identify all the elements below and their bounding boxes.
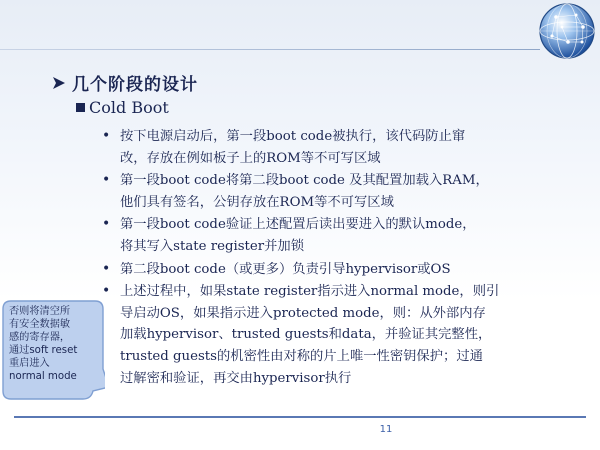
slide-subtitle: Cold Boot — [89, 98, 169, 117]
callout-line: 感的寄存器， — [9, 332, 71, 343]
header-divider — [0, 49, 540, 50]
bullet-line: 第一段boot code验证上述配置后读出要进入的默认mode， — [120, 217, 476, 233]
bullet-item — [100, 126, 556, 169]
callout-line: normal mode — [9, 371, 77, 382]
subtitle-row — [76, 98, 169, 117]
bullet-line: 改，存放在例如板子上的ROM等不可写区域 — [120, 150, 381, 166]
round-bullet-icon: • — [102, 216, 111, 233]
callout-line: 有安全数据敏 — [9, 319, 71, 330]
slide-title: 几个阶段的设计 — [72, 75, 198, 95]
callout-line: 通过soft reset — [9, 345, 78, 356]
arrow-bullet-icon — [52, 76, 66, 90]
bullet-item — [100, 259, 556, 281]
bullet-line: 加载hypervisor、trusted guests和data，并验证其完整性， — [120, 327, 492, 343]
page-number: 11 — [379, 424, 393, 435]
bullet-line: 第二段boot code（或更多）负责引导hypervisor或OS — [120, 261, 451, 277]
title-row — [52, 70, 198, 95]
callout-line: 否则将清空所 — [9, 306, 71, 317]
bullet-item — [100, 170, 556, 213]
network-globe-icon — [538, 2, 596, 60]
bullet-list — [100, 126, 556, 389]
round-bullet-icon: • — [102, 172, 111, 189]
bullet-line: 将其写入state register并加锁 — [120, 238, 304, 254]
callout-text — [9, 305, 101, 383]
callout-line: 重启进入 — [9, 358, 50, 369]
round-bullet-icon: • — [102, 260, 111, 277]
callout-note — [1, 299, 105, 403]
bullet-line: 按下电源启动后，第一段boot code被执行，该代码防止窜 — [120, 129, 466, 144]
footer-divider — [14, 416, 586, 418]
bullet-line: 导启动OS，如果指示进入protected mode，则：从外部内存 — [120, 305, 486, 321]
bullet-line: 过解密和验证，再交由hypervisor执行 — [120, 370, 352, 386]
round-bullet-icon: • — [102, 128, 111, 144]
bullet-item — [100, 281, 556, 389]
bullet-line: trusted guests的机密性由对称的片上唯一性密钥保护；过通 — [120, 348, 483, 364]
round-bullet-icon: • — [102, 283, 111, 300]
bullet-line: 他们具有签名，公钥存放在ROM等不可写区域 — [120, 194, 394, 210]
square-bullet-icon — [76, 103, 85, 112]
bullet-line: 上述过程中，如果state register指示进入normal mode，则引 — [120, 284, 500, 300]
bullet-item — [100, 214, 556, 257]
bullet-line: 第一段boot code将第二段boot code 及其配置加载入RAM， — [120, 173, 489, 189]
